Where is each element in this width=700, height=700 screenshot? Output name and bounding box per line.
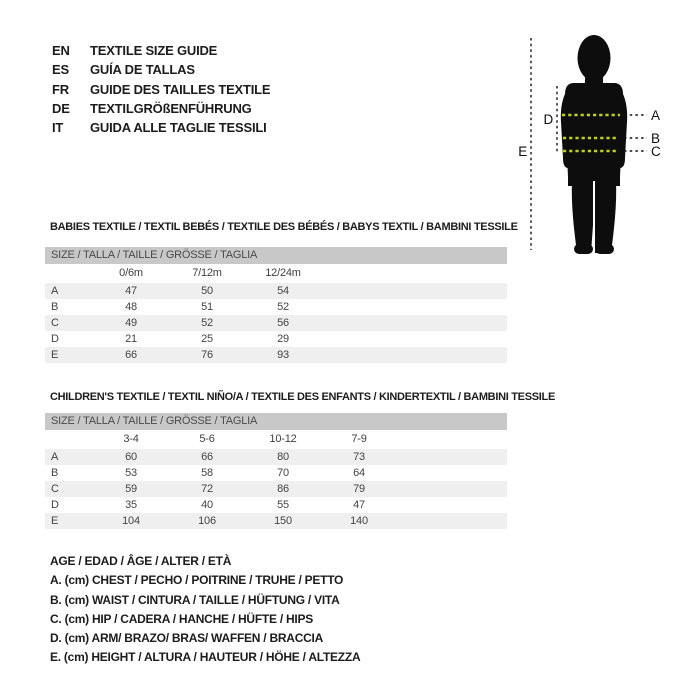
child-figure-diagram [505,25,675,260]
value-cell: 66 [125,349,137,361]
value-cell: 48 [125,301,137,313]
children-table-header: SIZE / TALLA / TAILLE / GRÖSSE / TAGLIA [45,413,507,430]
babies-table-header: SIZE / TALLA / TAILLE / GRÖSSE / TAGLIA [45,247,507,264]
babies-table-title: BABIES TEXTILE / TEXTIL BEBÉS / TEXTILE DES BÉBÉS / BABYS TEXTIL / BAMBINI TESSILE [50,221,518,233]
value-cell: 106 [198,515,216,527]
value-cell: 51 [201,301,213,313]
value-cell: 72 [201,483,213,495]
row-label: A [51,285,59,297]
value-cell: 59 [125,483,137,495]
value-cell: 52 [201,317,213,329]
value-cell: 104 [122,515,140,527]
value-cell: 76 [201,349,213,361]
table-subheader-row [45,430,507,449]
value-cell: 54 [277,285,289,297]
value-cell: 73 [353,451,365,463]
value-cell: 93 [277,349,289,361]
table-row [45,299,507,315]
language-code: IT [52,120,64,136]
table-row [45,283,507,299]
value-cell: 40 [201,499,213,511]
value-cell: 55 [277,499,289,511]
value-cell: 64 [353,467,365,479]
children-table [45,413,507,529]
legend-line: A. (cm) CHEST / PECHO / POITRINE / TRUHE / PETTO [50,573,344,588]
table-row [45,481,507,497]
language-code: FR [52,81,69,97]
label-d: D [543,112,553,127]
language-line [52,60,270,79]
language-line [52,80,270,99]
language-title: GUÍA DE TALLAS [90,62,195,78]
legend-line: C. (cm) HIP / CADERA / HANCHE / HÜFTE / HIPS [50,611,314,626]
value-cell: 60 [125,451,137,463]
column-header: 7/12m [192,267,222,279]
babies-section [45,221,518,361]
column-header: 5-6 [199,433,215,445]
value-cell: 56 [277,317,289,329]
value-cell: 49 [125,317,137,329]
column-header: 3-4 [123,433,139,445]
row-label: C [51,483,59,495]
language-code: ES [52,62,69,78]
value-cell: 25 [201,333,213,345]
column-header: 12/24m [265,267,301,279]
value-cell: 150 [274,515,292,527]
label-c: C [651,144,661,159]
value-cell: 47 [353,499,365,511]
row-label: B [51,301,59,313]
row-label: B [51,467,59,479]
table-subheader-row [45,264,507,283]
table-row [45,449,507,465]
language-title: GUIDE DES TAILLES TEXTILE [90,81,271,97]
language-code: EN [52,43,70,58]
row-label: C [51,317,59,329]
column-header: 0/6m [119,267,143,279]
label-b: B [651,131,660,146]
value-cell: 21 [125,333,137,345]
table-row [45,315,507,331]
language-list [52,41,270,137]
language-code: DE [52,100,70,116]
label-e: E [518,144,527,159]
row-label: D [51,499,59,511]
value-cell: 29 [277,333,289,345]
language-title: TEXTILE SIZE GUIDE [90,43,218,58]
children-section [45,391,555,527]
child-silhouette [561,35,627,254]
value-cell: 80 [277,451,289,463]
legend-line: E. (cm) HEIGHT / ALTURA / HAUTEUR / HÖHE / ALTEZZA [50,650,361,665]
table-row [45,347,507,363]
size-label-cell [45,264,93,283]
size-label-cell [45,430,93,449]
language-line [52,118,270,137]
value-cell: 86 [277,483,289,495]
table-row [45,497,507,513]
legend-line: B. (cm) WAIST / CINTURA / TAILLE / HÜFTUNG / VITA [50,592,340,607]
legend-line: AGE / EDAD / ÂGE / ALTER / ETÀ [50,554,232,568]
value-cell: 70 [277,467,289,479]
row-label: E [51,515,59,527]
value-cell: 47 [125,285,137,297]
table-row [45,465,507,481]
value-cell: 50 [201,285,213,297]
label-a: A [651,108,660,123]
value-cell: 79 [353,483,365,495]
row-label: D [51,333,59,345]
row-label: E [51,349,59,361]
column-header: 7-9 [351,433,367,445]
value-cell: 66 [201,451,213,463]
value-cell: 140 [350,515,368,527]
value-cell: 53 [125,467,137,479]
language-line [52,99,270,118]
language-line [52,41,270,60]
children-table-title: CHILDREN'S TEXTILE / TEXTIL NIÑO/A / TEXTILE DES ENFANTS / KINDERTEXTIL / BAMBINI TESSILE [50,391,555,403]
language-title: GUIDA ALLE TAGLIE TESSILI [90,120,267,136]
table-row [45,513,507,529]
measurement-legend [50,552,360,668]
language-title: TEXTILGRÖßENFÜHRUNG [90,100,252,116]
row-label: A [51,451,59,463]
value-cell: 58 [201,467,213,479]
value-cell: 52 [277,301,289,313]
value-cell: 35 [125,499,137,511]
legend-line: D. (cm) ARM/ BRAZO/ BRAS/ WAFFEN / BRACCIA [50,631,324,646]
babies-table [45,247,507,363]
column-header: 10-12 [269,433,297,445]
table-row [45,331,507,347]
